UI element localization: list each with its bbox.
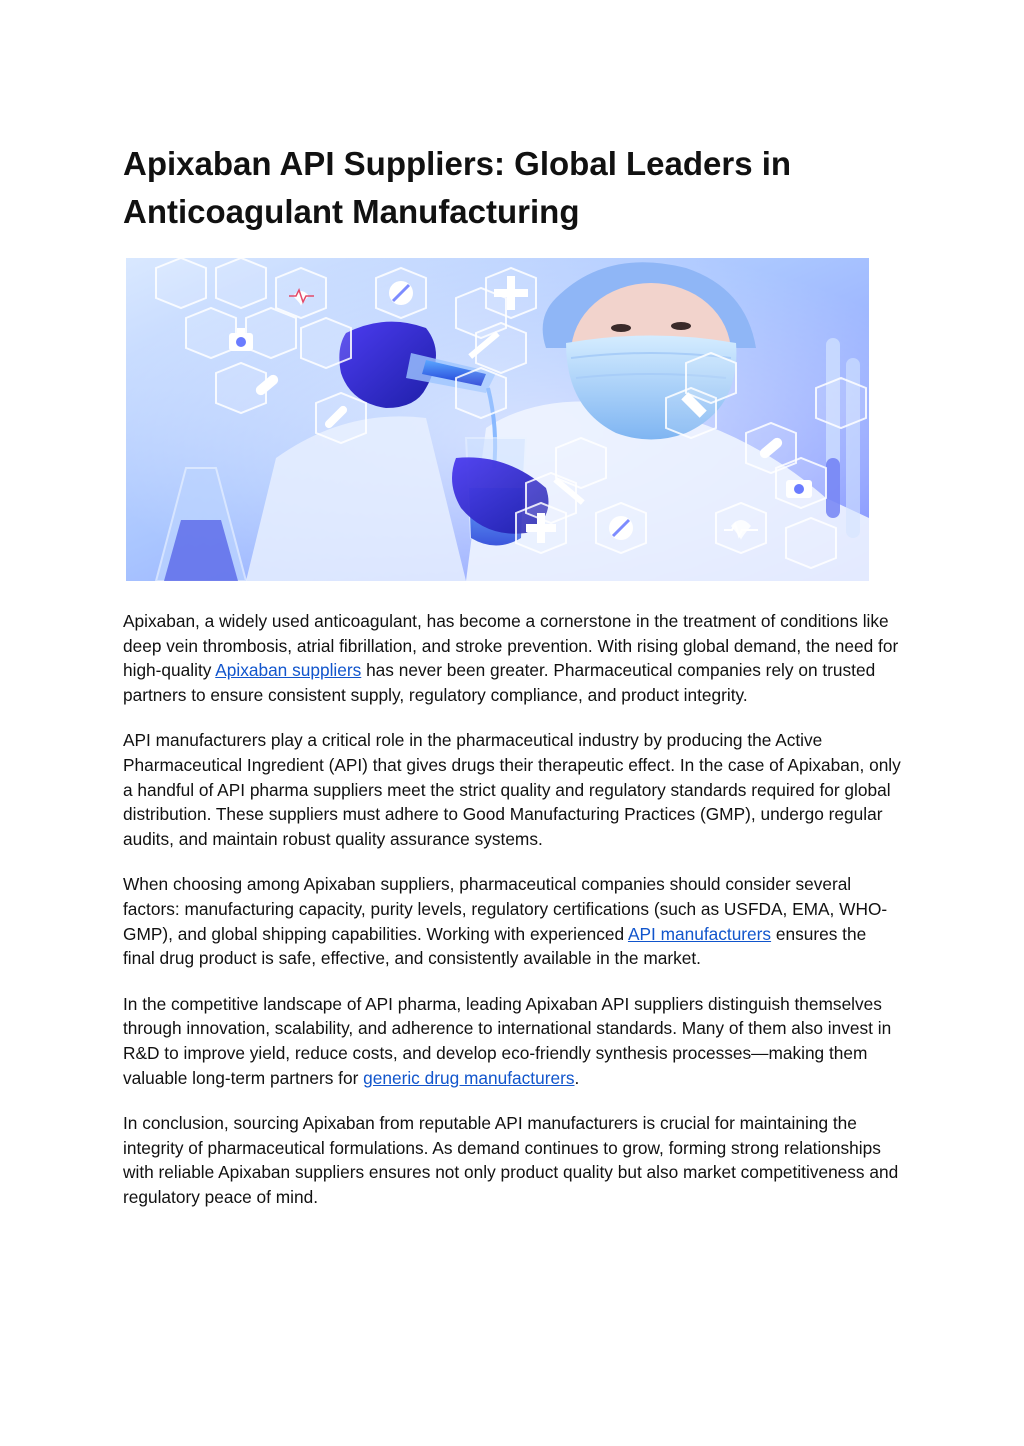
hero-image <box>126 258 869 581</box>
paragraph-text: In the competitive landscape of API pharma, leading Apixaban API suppliers distinguish themselves through innovation, scalability, and adherence to international standards. Many of them also invest in R&D to improve yield, reduce costs, and develop eco-friendly synthesis processes—making them valuable long-term partners for <box>123 993 892 1088</box>
paragraph-choosing-suppliers <box>123 872 901 970</box>
page-title: Apixaban API Suppliers: Global Leaders in Anticoagulant Manufacturing <box>123 145 792 230</box>
paragraph-api-manufacturers-role: API manufacturers play a critical role in the pharmaceutical industry by producing the Active Pharmaceutical Ingredient (API) that gives drugs their therapeutic effect. In the case of Apixaban, only a handful of API pharma suppliers meet the strict quality and regulatory standards required for global distribution. These suppliers must adhere to Good Manufacturing Practices (GMP), undergo regular audits, and maintain robust quality assurance systems. <box>123 730 901 849</box>
pill-icon <box>389 281 413 305</box>
paragraph-text: . <box>574 1067 580 1088</box>
paragraph-text: Apixaban, a widely used anticoagulant, has become a cornerstone in the treatment of conditions like deep vein thrombosis, atrial fibrillation, and stroke prevention. With rising global demand, the need for high-quality <box>123 611 899 681</box>
link-generic-drug-manufacturers[interactable]: generic drug manufacturers <box>363 1067 575 1088</box>
link-api-manufacturers[interactable]: API manufacturers <box>627 923 772 944</box>
paragraph-text: ensures the final drug product is safe, effective, and consistently available in the market. <box>123 923 867 969</box>
pill-icon <box>609 516 633 540</box>
medical-kit-icon <box>786 480 812 498</box>
paragraph-competitive-landscape <box>123 992 901 1090</box>
paragraph-intro <box>123 609 901 707</box>
link-apixaban-suppliers[interactable]: Apixaban suppliers <box>215 660 362 681</box>
paragraph-conclusion: In conclusion, sourcing Apixaban from reputable API manufacturers is crucial for maintaining the integrity of pharmaceutical formulations. As demand continues to grow, forming strong relationships with reliable Apixaban suppliers ensures not only product quality but also market competitiveness and regulatory peace of mind. <box>123 1113 899 1207</box>
paragraph-text: When choosing among Apixaban suppliers, pharmaceutical companies should consider several factors: manufacturing capacity, purity levels, regulatory certifications (such as USFDA, EMA, WHO-GMP), and global shipping capabilities. Working with experienced <box>123 874 888 944</box>
lab-scientist-illustration <box>126 258 869 581</box>
article-body <box>123 609 901 1230</box>
paragraph-text: has never been greater. Pharmaceutical companies rely on trusted partners to ensure consistent supply, regulatory compliance, and product integrity. <box>123 660 876 705</box>
